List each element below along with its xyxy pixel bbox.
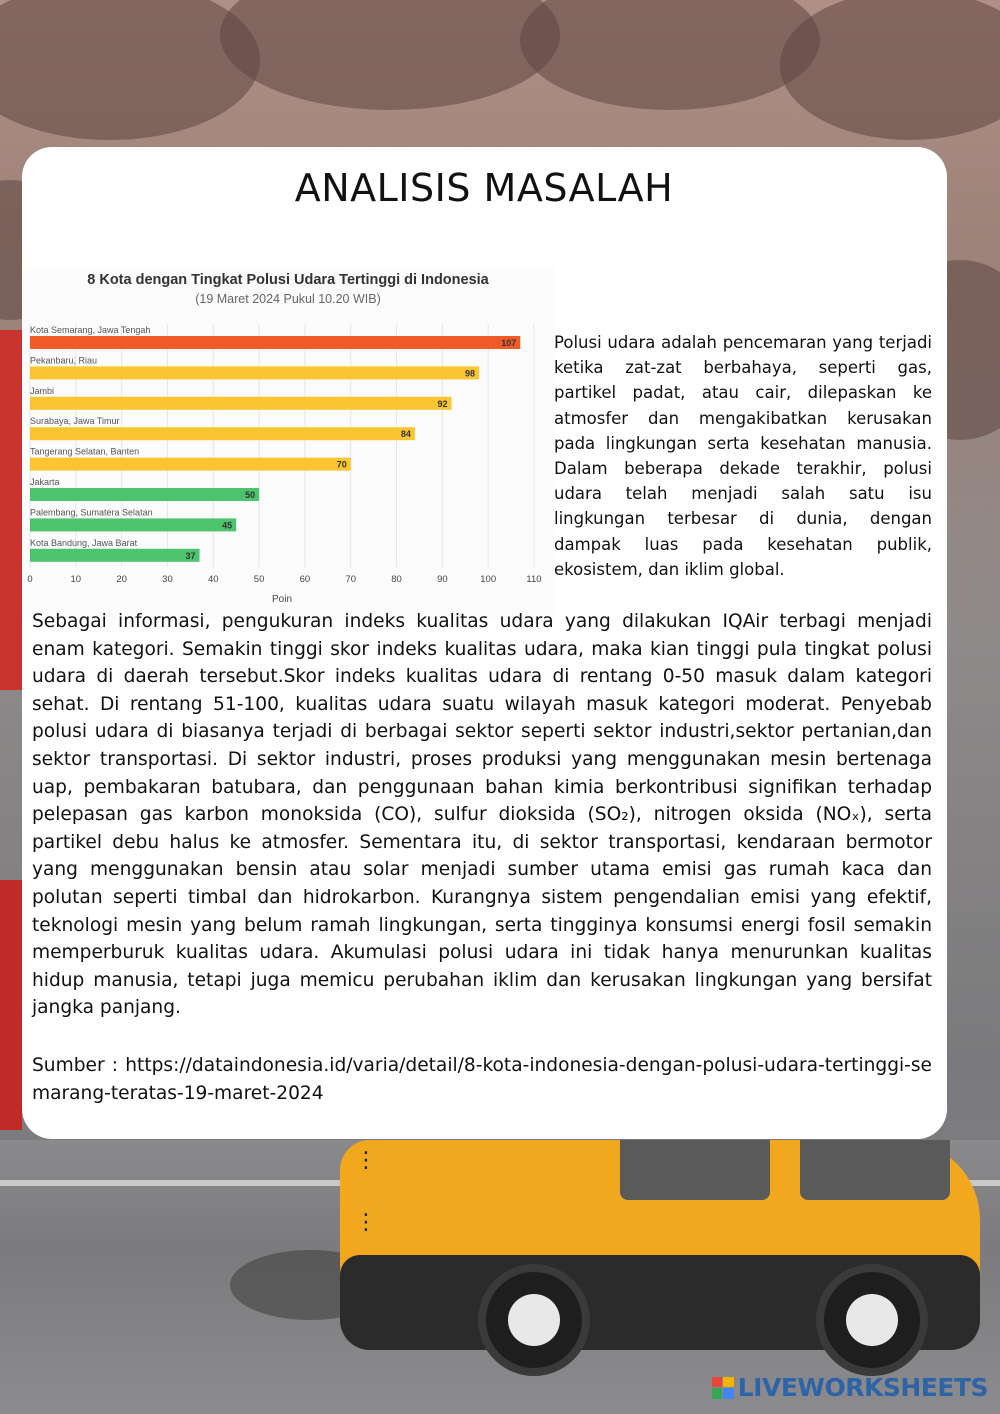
bar bbox=[30, 397, 452, 410]
body-paragraph: Sebagai informasi, pengukuran indeks kualitas udara yang dilakukan IQAir terbagi menjadi enam kategori. Semakin tinggi skor indeks kualitas udara, maka kian tinggi pula tingkat polusi udara di daerah tersebut.Skor indeks kualitas udara di rentang 0-50 masuk dalam kategori sehat. Di rentang 51-100, kualitas udara suatu wilayah masuk kategori moderat. Penyebab polusi udara di biasanya terjadi di berbagai sektor seperti sektor industri,sektor pertanian,dan sektor transportasi. Di sektor industri, proses produksi yang menggunakan mesin bertenaga uap, pembakaran batubara, dan penggunaan bahan kimia berkontribusi signifikan terhadap pelepasan gas karbon monoksida (CO), sulfur dioksida (SO₂), nitrogen oksida (NOₓ), serta partikel debu halus ke atmosfer. Sementara itu, di sektor transportasi, kendaraan bermotor yang menggunakan bensin atau solar menjadi sumber utama emisi gas rumah kaca dan polutan seperti timbal dan hidrokarbon. Kurangnya sistem pengendalian emisi yang efektif, teknologi mesin yang belum ramah lingkungan, serta tingginya konsumsi energi fosil semakin memperburuk kualitas udara. Akumulasi polusi udara ini tidak hanya menurunkan kualitas hidup manusia, tetapi juga memicu perubahan iklim dan kerusakan lingkungan yang bersifat jangka panjang. bbox=[32, 611, 932, 1019]
category-label: Surabaya, Jawa Timur bbox=[30, 416, 120, 427]
pollution-bar-chart bbox=[22, 268, 554, 620]
category-label: Kota Bandung, Jawa Barat bbox=[30, 537, 138, 548]
value-label: 50 bbox=[245, 490, 256, 500]
category-label: Kota Semarang, Jawa Tengah bbox=[30, 325, 151, 335]
bar bbox=[30, 458, 351, 471]
smoke-cloud bbox=[0, 0, 260, 140]
car-window bbox=[800, 1140, 950, 1200]
category-label: Tangerang Selatan, Banten bbox=[30, 446, 140, 457]
x-tick-label: 0 bbox=[27, 574, 33, 586]
x-tick-label: 30 bbox=[162, 574, 173, 586]
x-tick-label: 50 bbox=[253, 574, 265, 586]
bar bbox=[30, 427, 415, 440]
source-citation: Sumber : https://dataindonesia.id/varia/detail/8-kota-indonesia-dengan-polusi-udara-tertinggi-semarang-teratas-19-maret-2024 bbox=[32, 1055, 932, 1104]
value-label: 98 bbox=[465, 368, 476, 379]
bar bbox=[30, 366, 479, 379]
value-label: 92 bbox=[437, 398, 448, 409]
smoke-cloud bbox=[780, 0, 1000, 140]
value-label: 107 bbox=[501, 338, 517, 348]
x-tick-label: 110 bbox=[526, 574, 542, 586]
decorative-dots: ⋮ bbox=[355, 1148, 377, 1173]
x-tick-label: 70 bbox=[345, 574, 357, 586]
value-label: 70 bbox=[336, 459, 347, 470]
x-tick-label: 40 bbox=[207, 574, 219, 586]
car-wheel bbox=[816, 1264, 928, 1376]
x-tick-label: 60 bbox=[299, 574, 311, 586]
liveworksheets-logo-icon bbox=[712, 1377, 734, 1399]
smoke-cloud bbox=[220, 0, 560, 110]
intro-paragraph: Polusi udara adalah pencemaran yang terjadi ketika zat-zat berbahaya, seperti gas, partikel padat, atau cair, dilepaskan ke atmosfer dan mengakibatkan kerusakan pada lingkungan serta kesehatan manusia. Dalam beberapa dekade terakhir, polusi udara telah menjadi salah satu isu lingkungan terbesar di dunia, dengan dampak luas pada kesehatan publik, ekosistem, dan iklim global. bbox=[554, 333, 932, 579]
x-tick-label: 80 bbox=[391, 574, 402, 586]
value-label: 37 bbox=[185, 550, 196, 561]
bar bbox=[30, 336, 520, 349]
category-label: Jambi bbox=[30, 385, 55, 396]
page-title: ANALISIS MASALAH bbox=[294, 166, 674, 210]
bar bbox=[30, 549, 200, 562]
bar bbox=[30, 488, 259, 501]
watermark bbox=[712, 1373, 988, 1402]
decorative-dots: ⋮ bbox=[355, 1210, 377, 1235]
background-red-vehicle bbox=[0, 330, 22, 690]
value-label: 84 bbox=[400, 429, 411, 440]
chart-title: 8 Kota dengan Tingkat Polusi Udara Tertinggi di Indonesia bbox=[87, 272, 489, 288]
smoke-cloud bbox=[520, 0, 820, 110]
chart-subtitle: (19 Maret 2024 Pukul 10.20 WIB) bbox=[195, 292, 381, 306]
x-axis-title: Poin bbox=[271, 594, 293, 606]
x-tick-label: 10 bbox=[70, 574, 82, 586]
watermark-text: LIVEWORKSHEETS bbox=[737, 1373, 988, 1402]
car-wheel bbox=[478, 1264, 590, 1376]
x-tick-label: 90 bbox=[437, 574, 448, 586]
bar bbox=[30, 518, 236, 531]
x-tick-label: 20 bbox=[116, 574, 127, 586]
value-label: 45 bbox=[222, 520, 233, 531]
category-label: Pekanbaru, Riau bbox=[30, 355, 98, 366]
car-window bbox=[620, 1140, 770, 1200]
x-tick-label: 100 bbox=[480, 574, 497, 586]
chart-plot bbox=[22, 268, 554, 620]
background-red-vehicle bbox=[0, 880, 22, 1130]
category-label: Jakarta bbox=[30, 477, 60, 487]
category-label: Palembang, Sumatera Selatan bbox=[30, 507, 153, 518]
